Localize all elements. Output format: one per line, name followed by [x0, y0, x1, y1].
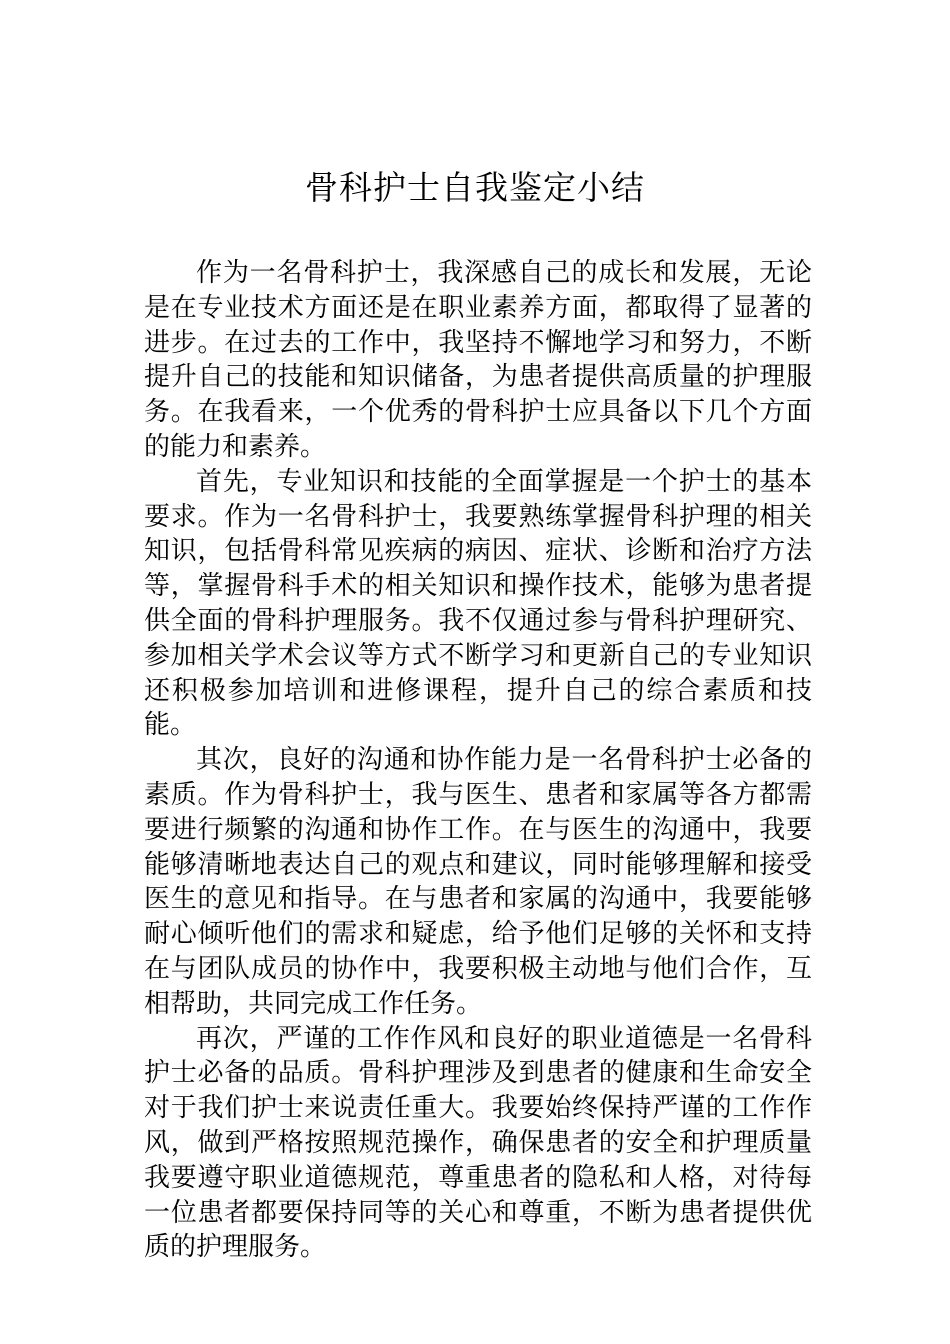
document-body	[144, 256, 812, 1265]
paragraph-intro: 作为一名骨科护士，我深感自己的成长和发展，无论是在专业技术方面还是在职业素养方面，都取得了显著的进步。在过去的工作中，我坚持不懈地学习和努力，不断提升自己的技能和知识储备，为患者提供高质量的护理服务。在我看来，一个优秀的骨科护士应具备以下几个方面的能力和素养。	[144, 258, 812, 462]
paragraph-second: 其次，良好的沟通和协作能力是一名骨科护士必备的素质。作为骨科护士，我与医生、患者和家属等各方都需要进行频繁的沟通和协作工作。在与医生的沟通中，我要能够清晰地表达自己的观点和建议，同时能够理解和接受医生的意见和指导。在与患者和家属的沟通中，我要能够耐心倾听他们的需求和疑虑，给予他们足够的关怀和支持在与团队成员的协作中，我要积极主动地与他们合作，互相帮助，共同完成工作任务。	[144, 745, 812, 1019]
document-title: 骨科护士自我鉴定小结	[305, 168, 645, 207]
paragraph-third: 再次，严谨的工作作风和良好的职业道德是一名骨科护士必备的品质。骨科护理涉及到患者的健康和生命安全对于我们护士来说责任重大。我要始终保持严谨的工作作风，做到严格按照规范操作，确保患者的安全和护理质量我要遵守职业道德规范，尊重患者的隐私和人格，对待每一位患者都要保持同等的关心和尊重，不断为患者提供优质的护理服务。	[144, 1023, 812, 1263]
paragraph-first: 首先，专业知识和技能的全面掌握是一个护士的基本要求。作为一名骨科护士，我要熟练掌握骨科护理的相关知识，包括骨科常见疾病的病因、症状、诊断和治疗方法等，掌握骨科手术的相关知识和操作技术，能够为患者提供全面的骨科护理服务。我不仅通过参与骨科护理研究、参加相关学术会议等方式不断学习和更新自己的专业知识还积极参加培训和进修课程，提升自己的综合素质和技能。	[144, 466, 812, 741]
